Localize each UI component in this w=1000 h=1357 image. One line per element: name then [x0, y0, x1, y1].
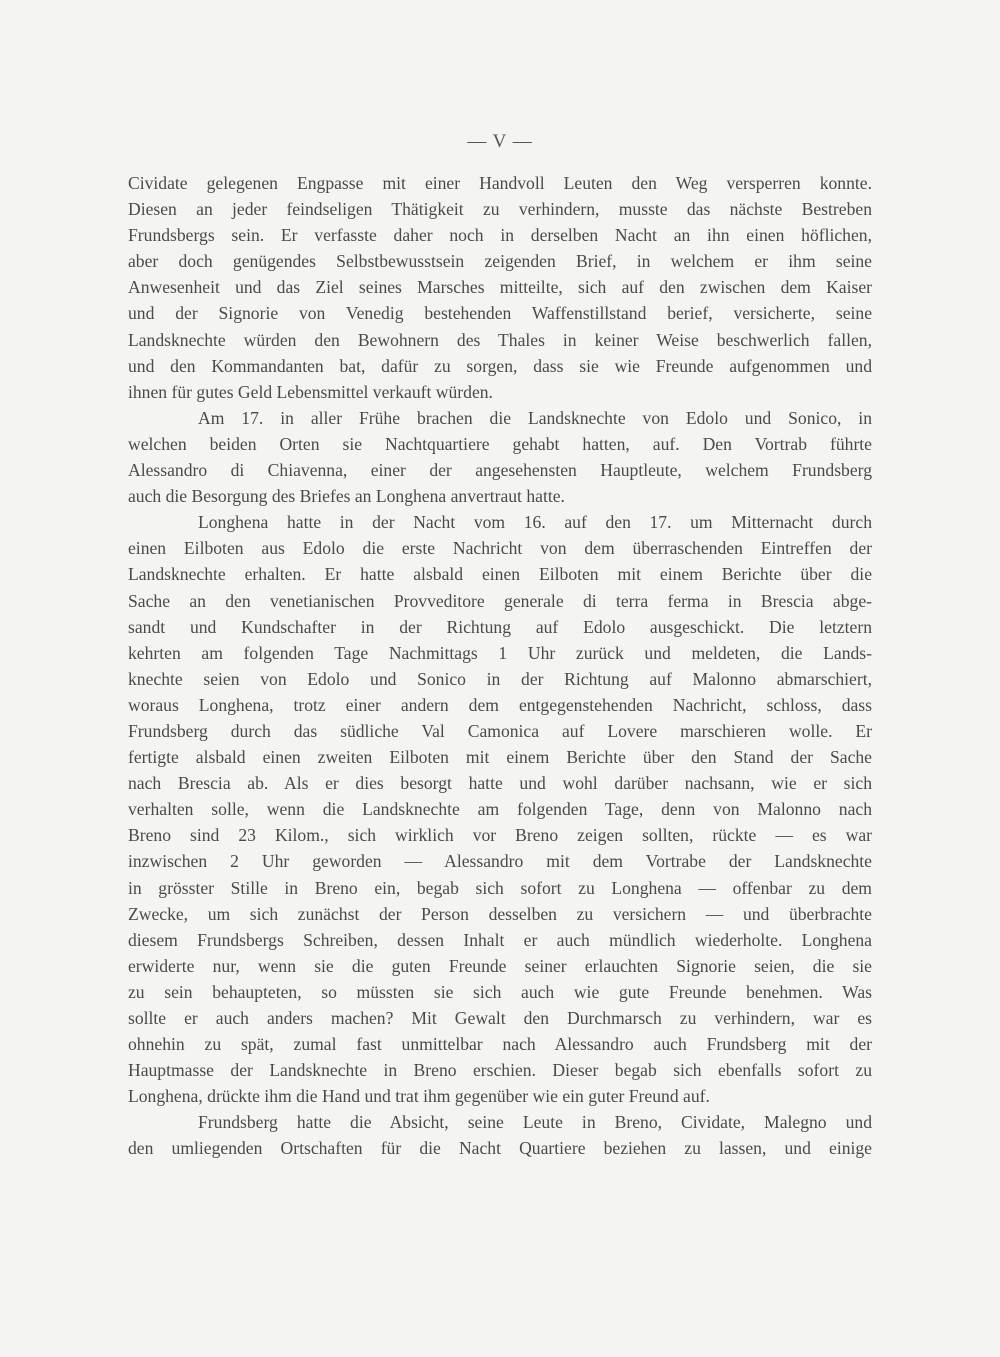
text-line: Zwecke, um sich zunächst der Person desselben zu versichern — und überbrachte [128, 903, 872, 924]
text-line: Longhena, drückte ihm die Hand und trat ihm gegenüber wie ein guter Freund auf. [128, 1086, 710, 1107]
text-line: Landsknechte würden den Bewohnern des Thales in keiner Weise beschwerlich fallen, [128, 329, 872, 350]
text-line: ihnen für gutes Geld Lebensmittel verkauft würden. [128, 381, 493, 402]
page-number: — V — [467, 131, 533, 152]
text-line: Frundsbergs sein. Er verfasste daher noch in derselben Nacht an ihn einen höflichen, [128, 225, 872, 246]
text-line: Sache an den venetianischen Provveditore generale di terra ferma in Brescia abge- [128, 590, 872, 611]
text-line: auch die Besorgung des Briefes an Longhena anvertraut hatte. [128, 486, 565, 507]
text-line: Anwesenheit und das Ziel seines Marsches mitteilte, sich auf den zwischen dem Kaiser [128, 277, 872, 298]
text-line: diesem Frundsbergs Schreiben, dessen Inhalt er auch mündlich wiederholte. Longhena [128, 929, 872, 950]
text-line: und den Kommandanten bat, dafür zu sorgen, dass sie wie Freunde aufgenommen und [128, 355, 872, 376]
text-line: Cividate gelegenen Engpasse mit einer Handvoll Leuten den Weg versperren konnte. [128, 173, 872, 193]
paragraph-start-line: Longhena hatte in der Nacht vom 16. auf den 17. um Mitternacht durch [198, 512, 872, 533]
text-line: sollte er auch anders machen? Mit Gewalt den Durchmarsch zu verhindern, war es [128, 1008, 872, 1028]
text-line: fertigte alsbald einen zweiten Eilboten mit einem Berichte über den Stand der Sache [128, 747, 872, 768]
text-line: knechte seien von Edolo und Sonico in der Richtung auf Malonno abmarschiert, [128, 668, 872, 689]
paragraph-start-line: Am 17. in aller Frühe brachen die Landsknechte von Edolo und Sonico, in [198, 407, 872, 428]
text-line: Breno sind 23 Kilom., sich wirklich vor Breno zeigen sollten, rückte — es war [128, 825, 872, 846]
text-line: ohnehin zu spät, zumal fast unmittelbar nach Alessandro auch Frundsberg mit der [128, 1034, 872, 1055]
paragraph-start-line: Frundsberg hatte die Absicht, seine Leute in Breno, Cividate, Malegno und [198, 1112, 872, 1133]
body-text [128, 170, 872, 1162]
text-line: Alessandro di Chiavenna, einer der angesehensten Hauptleute, welchem Frundsberg [128, 460, 872, 481]
text-line: aber doch genügendes Selbstbewusstsein zeigenden Brief, in welchem er ihm seine [128, 251, 872, 272]
text-line: woraus Longhena, trotz einer andern dem entgegenstehenden Nachricht, schloss, dass [128, 694, 872, 715]
text-line: Hauptmasse der Landsknechte in Breno erschien. Dieser begab sich ebenfalls sofort zu [128, 1060, 872, 1081]
text-line: Frundsberg durch das südliche Val Camonica auf Lovere marschieren wolle. Er [128, 720, 872, 741]
text-line: verhalten solle, wenn die Landsknechte am folgenden Tage, denn von Malonno nach [128, 799, 872, 820]
text-line: zu sein behaupteten, so müssten sie sich auch wie gute Freunde benehmen. Was [128, 981, 872, 1002]
text-line: nach Brescia ab. Als er dies besorgt hatte und wohl darüber nachsann, wie er sich [128, 773, 872, 794]
text-line: in grösster Stille in Breno ein, begab sich sofort zu Longhena — offenbar zu dem [128, 877, 872, 898]
text-line: erwiderte nur, wenn sie die guten Freunde seiner erlauchten Signorie seien, die sie [128, 955, 872, 976]
text-line: inzwischen 2 Uhr geworden — Alessandro mit dem Vortrabe der Landsknechte [128, 851, 872, 872]
text-line: und der Signorie von Venedig bestehenden Waffenstillstand berief, versicherte, seine [128, 303, 872, 324]
text-line: welchen beiden Orten sie Nachtquartiere gehabt hatten, auf. Den Vortrab führte [128, 433, 872, 454]
text-line: den umliegenden Ortschaften für die Nacht Quartiere beziehen zu lassen, und einige [128, 1138, 872, 1159]
text-line: sandt und Kundschafter in der Richtung auf Edolo ausgeschickt. Die letztern [128, 616, 872, 637]
text-line: einen Eilboten aus Edolo die erste Nachricht von dem überraschenden Eintreffen der [128, 538, 872, 559]
text-line: Diesen an jeder feindseligen Thätigkeit zu verhindern, musste das nächste Bestreben [128, 199, 872, 220]
text-line: Landsknechte erhalten. Er hatte alsbald einen Eilboten mit einem Berichte über die [128, 564, 872, 585]
text-line: kehrten am folgenden Tage Nachmittags 1 Uhr zurück und meldeten, die Lands- [128, 642, 872, 663]
